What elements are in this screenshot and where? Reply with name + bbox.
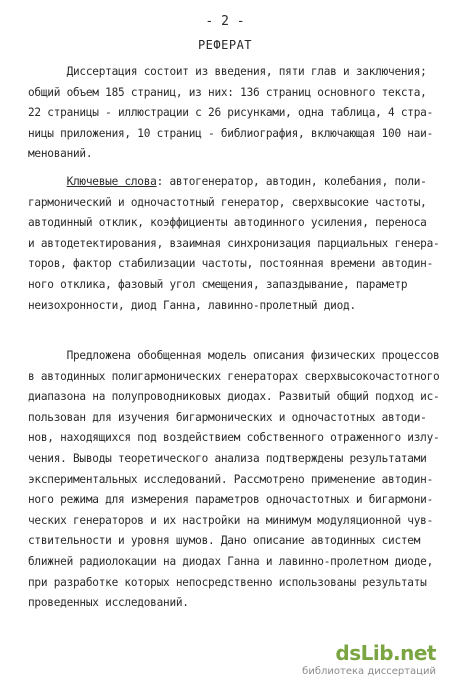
abstract-line: Предложена обобщенная модель описания физических процессов	[28, 349, 440, 362]
keywords-line: ного отклика, фазовый угол смещения, запаздывание, параметр	[28, 277, 408, 291]
summary-line: Диссертация состоит из введения, пяти глав и заключения;	[28, 65, 427, 78]
keywords-line: торов, фактор стабилизации частоты, постоянная времени автодин-	[28, 257, 434, 271]
abstract-line: ближней радиолокации на диодах Ганна и лавинно-пролетном диоде,	[28, 554, 434, 568]
paragraph-abstract	[28, 346, 440, 614]
abstract-line: ческих генераторов и их настройки на минимум модуляционной чув-	[28, 513, 434, 527]
abstract-line: экспериментальных исследований. Рассмотрено применение автодин-	[28, 472, 434, 486]
abstract-line: нов, находящихся под воздействием собственного отраженного излу-	[28, 431, 440, 445]
keywords-line: гармонический и одночастотный генератор, сверхвысокие частоты,	[28, 195, 427, 209]
abstract-line: чения. Выводы теоретического анализа подтверждены результатами	[28, 451, 427, 465]
keywords-line: автодинный отклик, коэффициенты автодинного усиления, переноса	[28, 216, 427, 230]
watermark-subtitle: библиотека диссертаций	[302, 666, 436, 677]
watermark-logo: dsLib.net	[335, 641, 436, 665]
keywords-first-line-text: : автогенератор, автодин, колебания, поли-	[156, 175, 427, 188]
page-heading: РЕФЕРАТ	[197, 38, 253, 52]
summary-line: менований.	[28, 147, 93, 161]
summary-line: ницы приложения, 10 страниц - библиография, включающая 100 наи-	[28, 126, 434, 140]
abstract-line: ного режима для измерения параметров одночастотных и бигармони-	[28, 493, 434, 507]
page-number: - 2 -	[205, 14, 245, 29]
abstract-line: проведенных исследований.	[28, 596, 189, 610]
keywords-line: неизохронности, диод Ганна, лавинно-пролетный диод.	[28, 298, 356, 312]
keywords-label: Ключевые слова	[66, 175, 157, 188]
paragraph-summary	[28, 62, 434, 165]
paragraph-keywords	[28, 172, 440, 316]
summary-line: общий объем 185 страниц, из них: 136 страниц основного текста,	[28, 85, 427, 99]
abstract-line: диапазона на полупроводниковых диодах. Развитый общий подход ис-	[28, 390, 440, 404]
summary-line: 22 страницы - иллюстрации с 26 рисунками, одна таблица, 4 стра-	[28, 106, 434, 120]
abstract-line: пользован для изучения бигармонических и одночастотных автоди-	[28, 410, 427, 424]
keywords-line: и автодетектирования, взаимная синхронизация парциальных генера-	[28, 236, 440, 250]
abstract-line: при разработке которых непосредственно использованы результаты	[28, 575, 427, 589]
abstract-line: в автодинных полигармонических генераторах сверхвысокочастотного	[28, 369, 440, 383]
watermark	[296, 641, 436, 681]
abstract-line: ствительности и уровня шумов. Дано описание автодинных систем	[28, 534, 421, 548]
keywords-first-line	[28, 172, 428, 193]
